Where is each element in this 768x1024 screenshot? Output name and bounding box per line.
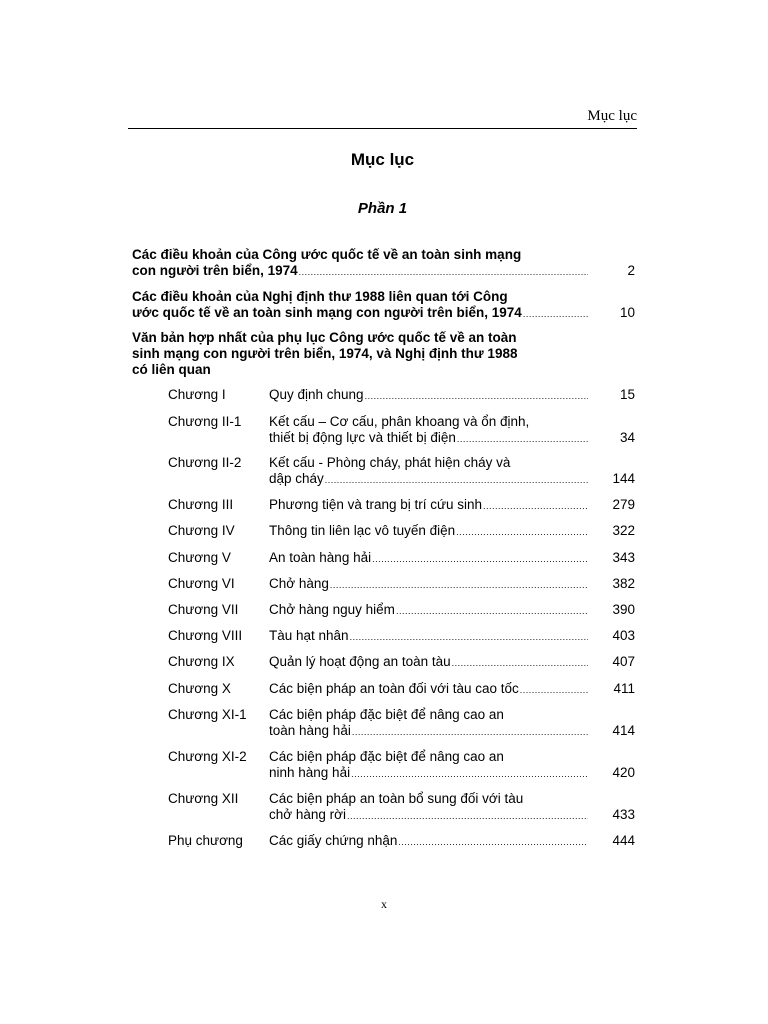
leader-dots (325, 471, 588, 488)
section-line: có liên quan (132, 362, 211, 377)
leader-dots (520, 681, 588, 698)
leader-dots (456, 523, 588, 540)
toc-chapter[interactable]: Các biện pháp an toàn bổ sung đối với tàu chở hàng rời ..... (269, 791, 588, 824)
section-line: Các điều khoản của Nghị định thư 1988 liên quan tới Công (132, 289, 508, 304)
page-number: 322 (612, 523, 635, 538)
chapter-label: Chương IX (168, 654, 235, 669)
page-title: Mục lục (350, 150, 415, 169)
section-line: Các điều khoản của Công ước quốc tế về an toàn sinh mạng (132, 247, 522, 262)
toc-chapter[interactable]: Chở hàng nguy hiểm ..... (269, 602, 588, 619)
page-number: 444 (612, 833, 635, 848)
toc-section[interactable] (132, 247, 588, 280)
toc-chapter[interactable]: Các biện pháp đặc biệt để nâng cao an toàn hàng hải ..... (269, 707, 588, 740)
chapter-label: Chương I (168, 387, 226, 402)
chapter-label: Chương II-1 (168, 414, 242, 429)
chapter-label: Chương IV (168, 523, 235, 538)
page-number: 420 (612, 765, 635, 780)
toc-chapter[interactable]: Các biện pháp đặc biệt để nâng cao an ninh hàng hải ..... (269, 749, 588, 782)
section-line: sinh mạng con người trên biển, 1974, và Nghị định thư 1988 (132, 346, 518, 361)
chapter-label: Chương VIII (168, 628, 243, 643)
section-line: Văn bản hợp nhất của phụ lục Công ước quốc tế về an toàn (132, 330, 517, 345)
page-number: 279 (612, 497, 635, 512)
page-number: 403 (612, 628, 635, 643)
leader-dots (330, 576, 588, 593)
leader-dots (483, 497, 588, 514)
page-number: 34 (619, 430, 635, 445)
page-number: 2 (627, 263, 635, 278)
toc-chapter[interactable]: Quy định chung ..... (269, 387, 588, 404)
toc-chapter[interactable]: Tàu hạt nhân ..... (269, 628, 588, 645)
page-number: 15 (619, 387, 635, 402)
page-number: 343 (612, 550, 635, 565)
page-number: 382 (612, 576, 635, 591)
chapter-label: Chương III (168, 497, 234, 512)
chapter-label: Chương XII (168, 791, 239, 806)
leader-dots (351, 765, 588, 782)
leader-dots (523, 305, 588, 322)
leader-dots (347, 807, 588, 824)
toc-section (132, 330, 588, 378)
page-number: 144 (612, 471, 635, 486)
leader-dots (457, 430, 588, 447)
header-rule (128, 128, 637, 129)
toc-chapter[interactable]: Quản lý hoạt động an toàn tàu ..... (269, 654, 588, 671)
page-number: 10 (619, 305, 635, 320)
section-line-last: con người trên biển, 1974 ..... (132, 263, 588, 280)
chapter-label: Chương II-2 (168, 455, 242, 470)
section-line-last: ước quốc tế về an toàn sinh mạng con người trên biển, 1974 ..... (132, 305, 588, 322)
footer-page-number: x (381, 897, 387, 911)
toc-chapter[interactable]: Kết cấu – Cơ cấu, phân khoang và ổn định, thiết bị động lực và thiết bị điện ..... (269, 414, 588, 447)
chapter-label: Chương V (168, 550, 231, 565)
toc-chapter[interactable]: Chở hàng ..... (269, 576, 588, 593)
leader-dots (398, 833, 588, 850)
page-number: 411 (613, 681, 635, 696)
page-number: 433 (612, 807, 635, 822)
toc-section[interactable] (132, 289, 588, 322)
toc-chapter[interactable]: Kết cấu - Phòng cháy, phát hiện cháy và dập cháy ..... (269, 455, 588, 488)
chapter-label: Chương XI-2 (168, 749, 247, 764)
chapter-label: Chương VI (168, 576, 235, 591)
chapter-label: Chương VII (168, 602, 239, 617)
leader-dots (350, 628, 588, 645)
toc-chapter[interactable]: Các biện pháp an toàn đối với tàu cao tốc ..... (269, 681, 588, 698)
toc-chapter[interactable]: Phương tiện và trang bị trí cứu sinh ..... (269, 497, 588, 514)
toc-chapter[interactable]: An toàn hàng hải ..... (269, 550, 588, 567)
chapter-label: Chương X (168, 681, 231, 696)
page-number: 414 (612, 723, 635, 738)
leader-dots (396, 602, 588, 619)
toc-chapter[interactable]: Thông tin liên lạc vô tuyến điện ..... (269, 523, 588, 540)
leader-dots (372, 550, 588, 567)
chapter-label: Phụ chương (168, 833, 243, 848)
leader-dots (365, 387, 588, 404)
leader-dots (352, 723, 588, 740)
running-head: Mục lục (587, 108, 637, 124)
chapter-label: Chương XI-1 (168, 707, 247, 722)
part-heading: Phần 1 (357, 200, 408, 217)
page-number: 390 (612, 602, 635, 617)
leader-dots (452, 654, 588, 671)
page-number: 407 (612, 654, 635, 669)
toc-chapter[interactable]: Các giấy chứng nhận ..... (269, 833, 588, 850)
leader-dots (299, 263, 588, 280)
